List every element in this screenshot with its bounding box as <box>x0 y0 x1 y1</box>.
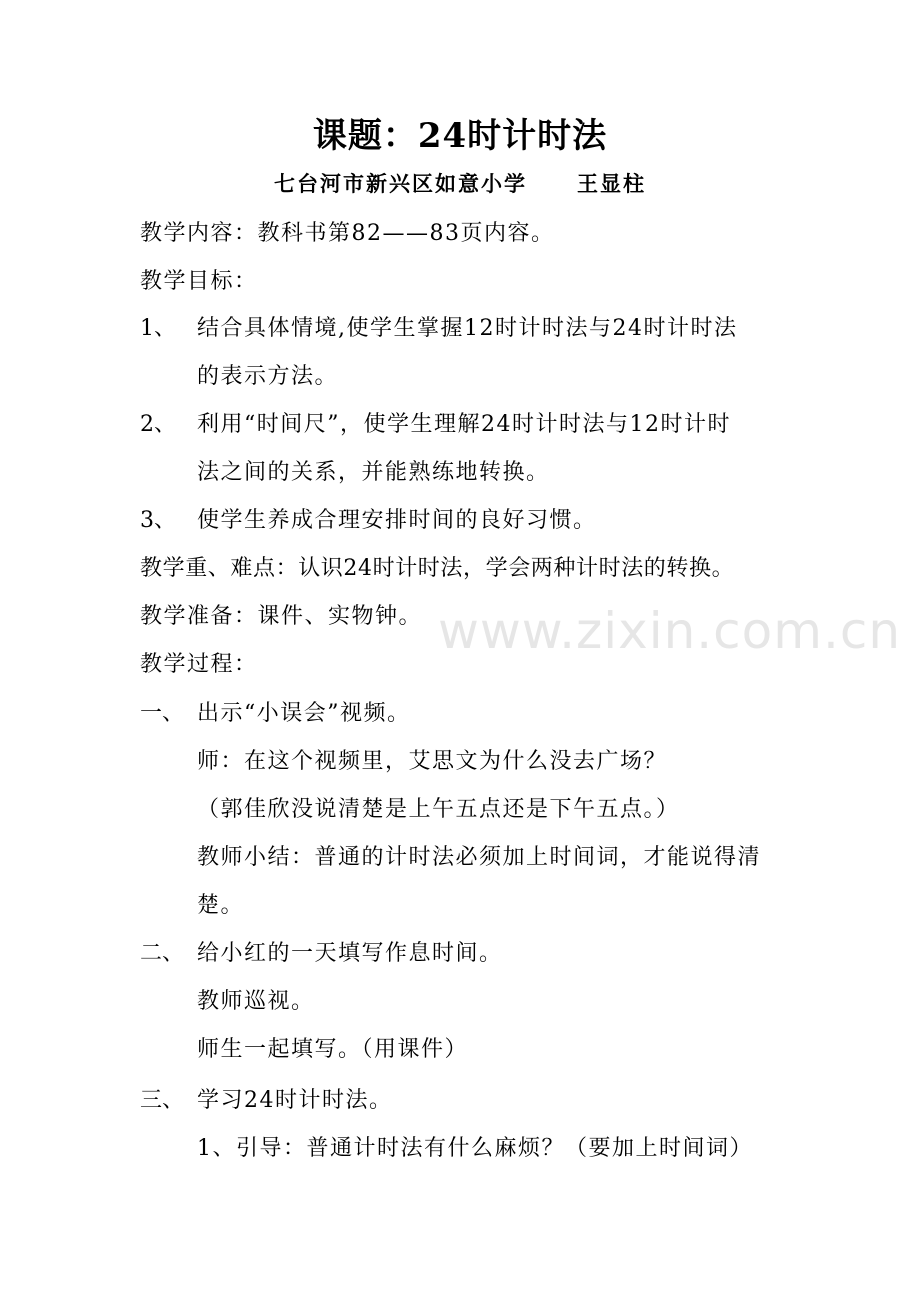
step-3-sub-1: 1、引导：普通计时法有什么麻烦？（要加上时间词） <box>197 1136 753 1161</box>
step-1-line-2: （郭佳欣没说清楚是上午五点还是下午五点。） <box>197 797 680 822</box>
step-2-heading: 给小红的一天填写作息时间。 <box>197 941 503 966</box>
step-number-2: 二、 <box>140 941 185 966</box>
watermark: www.zixin.com.cn <box>438 602 902 660</box>
key-points: 教学重、难点：认识24时计时法，学会两种计时法的转换。 <box>140 556 735 581</box>
goal-3-line-1: 使学生养成合理安排时间的良好习惯。 <box>197 508 597 533</box>
author-name: 王显柱 <box>577 171 646 196</box>
goal-number-3: 3、 <box>140 508 176 533</box>
step-2-line-1: 教师巡视。 <box>197 989 315 1014</box>
goal-1-line-1: 结合具体情境,使学生掌握12时计时法与24时计时法 <box>197 316 738 341</box>
goal-number-1: 1、 <box>140 316 176 341</box>
step-1-line-1: 师：在这个视频里，艾思文为什么没去广场？ <box>197 749 668 774</box>
step-1-line-3: 教师小结：普通的计时法必须加上时间词，才能说得清 <box>197 845 762 870</box>
goal-1-line-2: 的表示方法。 <box>197 364 339 389</box>
step-1-line-4: 楚。 <box>197 893 245 918</box>
step-number-3: 三、 <box>140 1088 185 1113</box>
goals-label: 教学目标： <box>140 269 258 294</box>
goal-2-line-1: 利用“时间尺”，使学生理解24时计时法与12时计时 <box>197 412 731 437</box>
process-label: 教学过程： <box>140 652 258 677</box>
step-2-line-2: 师生一起填写。（用课件） <box>197 1037 469 1062</box>
goal-number-2: 2、 <box>140 412 176 437</box>
teaching-content: 教学内容：教科书第82——83页内容。 <box>140 221 555 246</box>
document-title: 课题：24时计时法 <box>312 116 608 156</box>
step-3-heading: 学习24时计时法。 <box>197 1088 393 1113</box>
step-1-heading: 出示“小误会”视频。 <box>197 701 411 726</box>
author-line <box>0 168 920 200</box>
teaching-preparation: 教学准备：课件、实物钟。 <box>140 604 423 629</box>
goal-2-line-2: 法之间的关系，并能熟练地转换。 <box>197 460 550 485</box>
step-number-1: 一、 <box>140 701 185 726</box>
school-name: 七台河市新兴区如意小学 <box>274 171 527 196</box>
